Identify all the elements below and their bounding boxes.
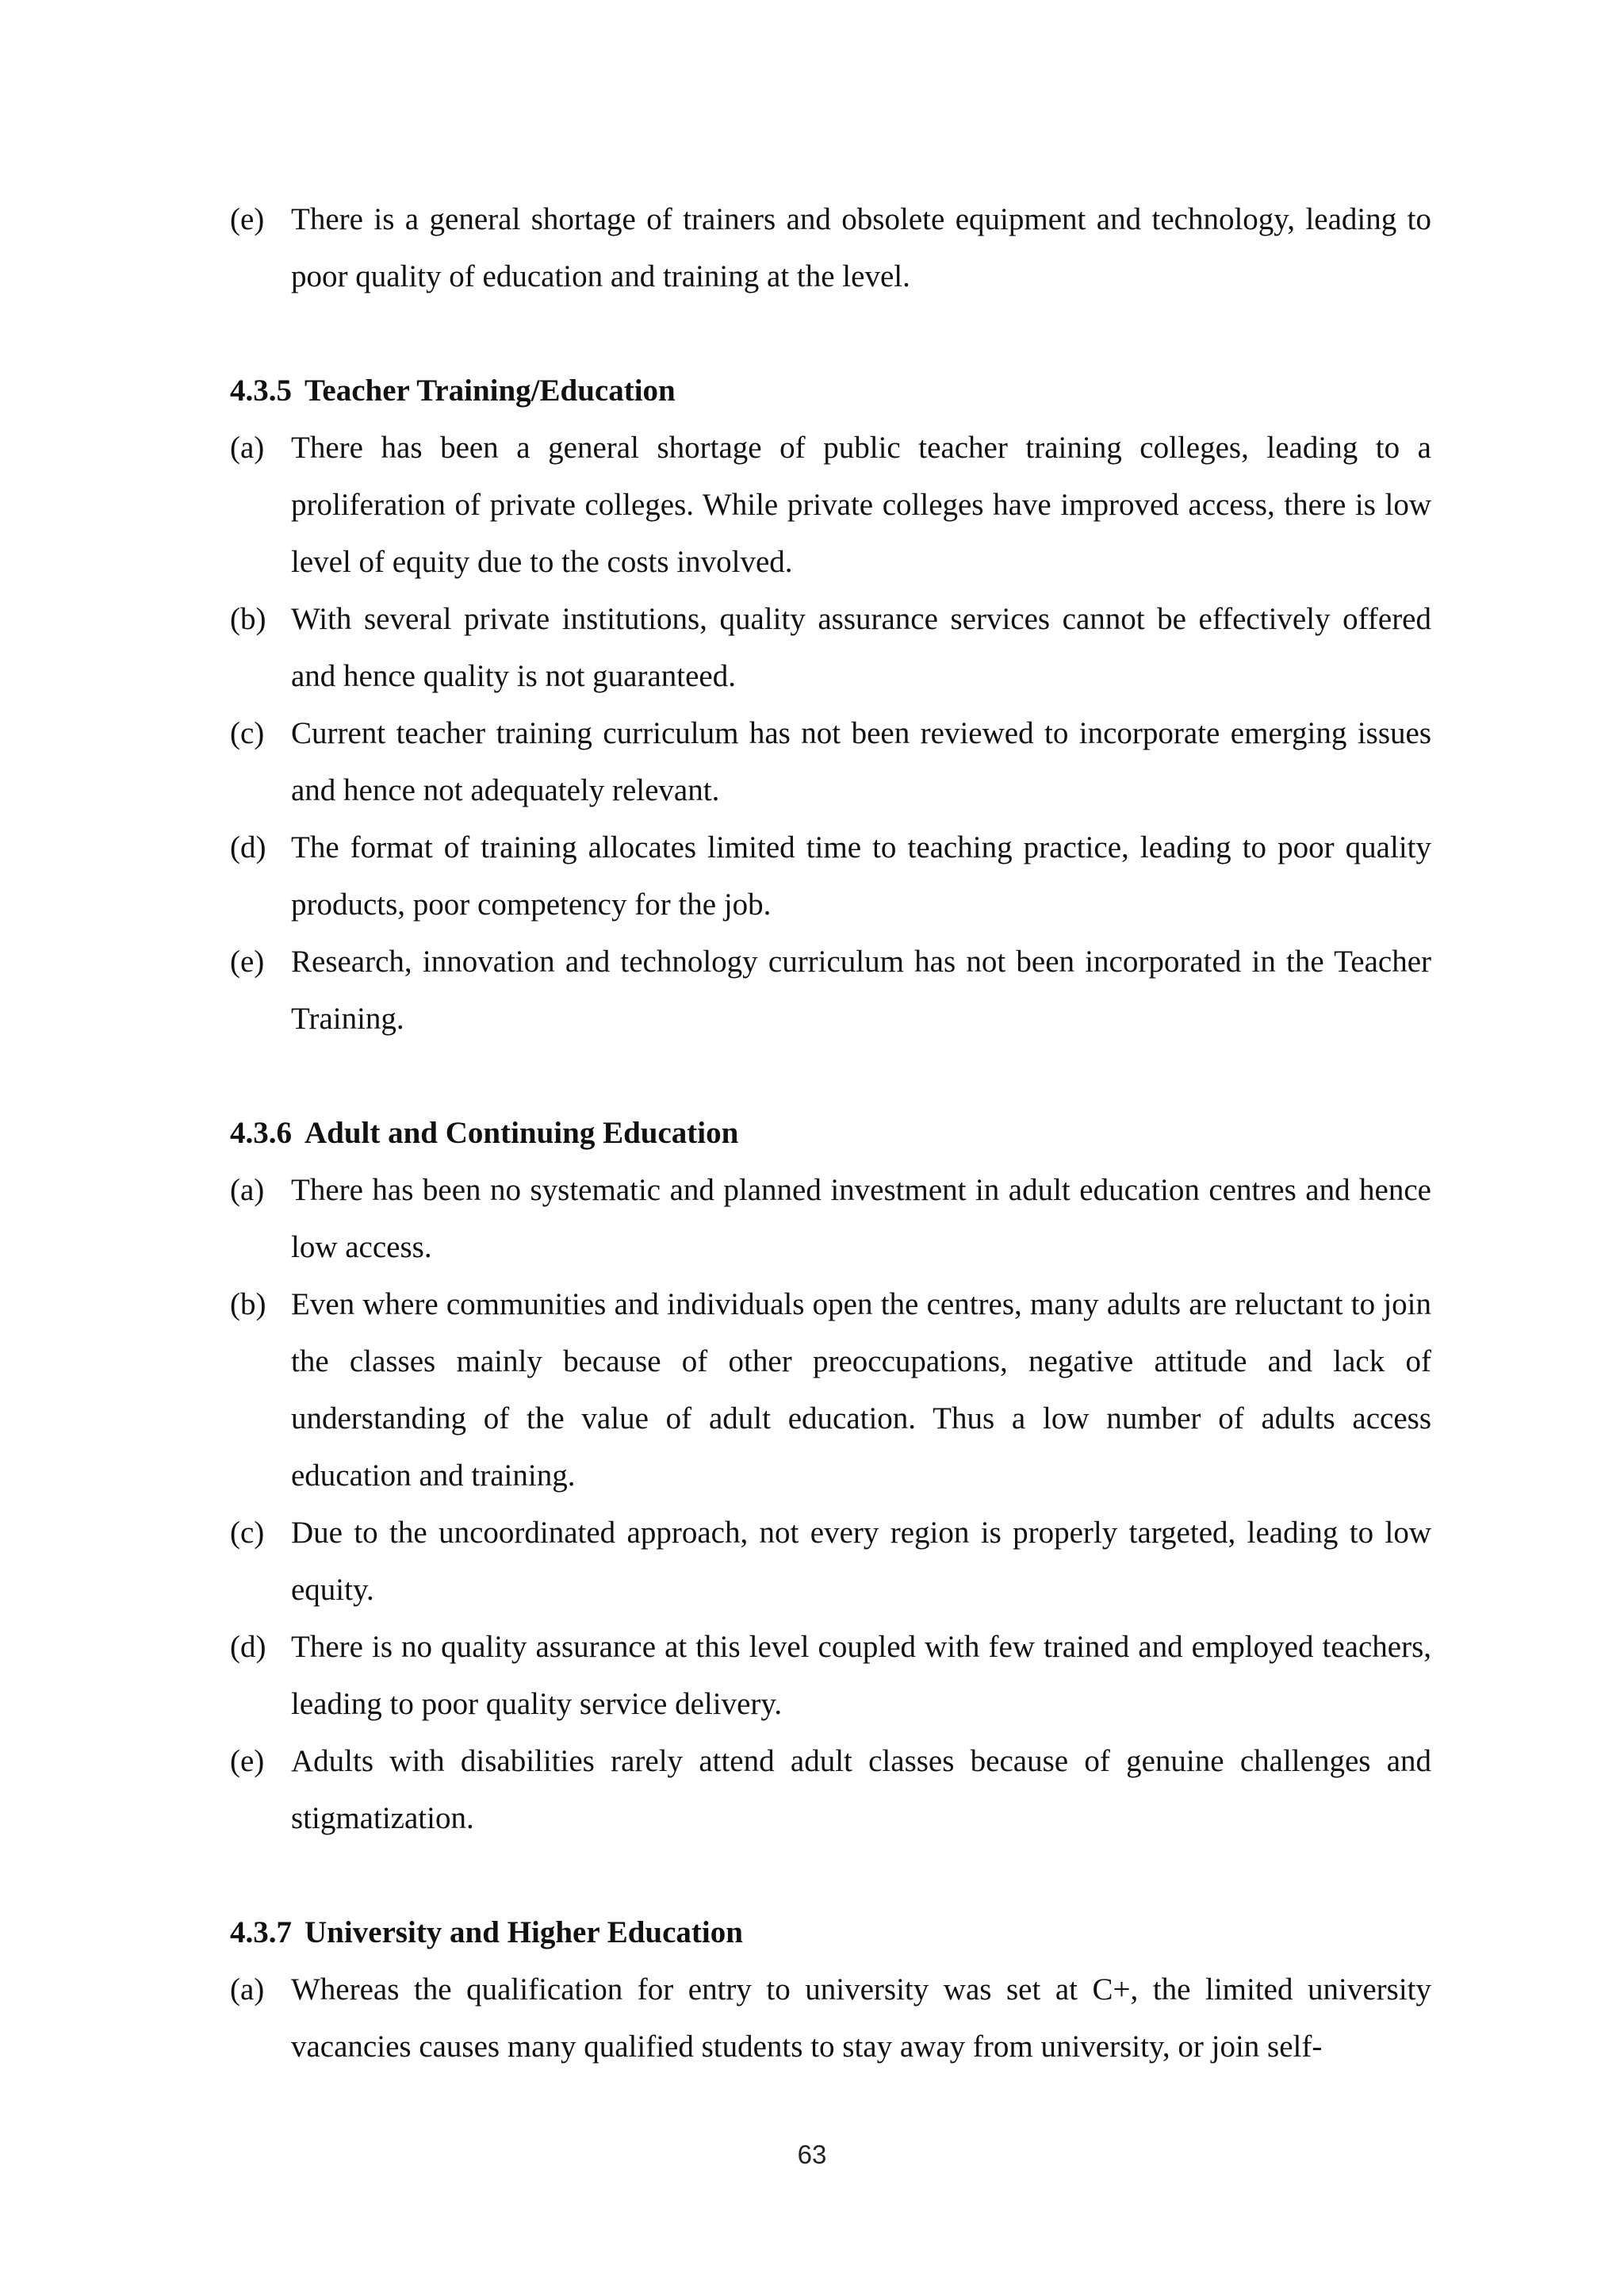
- list-marker: (d): [230, 830, 266, 864]
- list-marker: (b): [230, 602, 266, 636]
- section-adult-education: [230, 1105, 1431, 1847]
- list-item: [230, 819, 1431, 933]
- list-item-text: Whereas the qualification for entry to university was set at C+, the limited university vacancies causes many qualified students to stay away from university, or join self-: [291, 1972, 1431, 2064]
- list-item: [230, 420, 1431, 591]
- list-marker: (e): [230, 202, 265, 236]
- list-item: [230, 591, 1431, 705]
- list-item: [230, 1619, 1431, 1733]
- list-item: [230, 1961, 1431, 2076]
- section-heading: [230, 362, 1431, 420]
- list-marker: (c): [230, 716, 265, 750]
- section-number: 4.3.5: [230, 374, 292, 408]
- list-marker: (d): [230, 1630, 266, 1664]
- section-title: University and Higher Education: [304, 1915, 743, 1949]
- page-number: 63: [797, 2140, 827, 2169]
- list-item-text: Research, innovation and technology curriculum has not been incorporated in the Teacher Training.: [291, 945, 1431, 1036]
- section-heading: [230, 1904, 1431, 1961]
- list-item: [230, 933, 1431, 1048]
- list-marker: (c): [230, 1516, 265, 1550]
- section-university-education: [230, 1904, 1431, 2076]
- section-title: Adult and Continuing Education: [304, 1116, 739, 1150]
- list-marker: (b): [230, 1287, 266, 1321]
- list-item: [230, 1276, 1431, 1504]
- list-item-text: There is no quality assurance at this level coupled with few trained and employed teachers, leading to poor quality service delivery.: [291, 1630, 1431, 1721]
- list-item-text: Even where communities and individuals open the centres, many adults are reluctant to join the classes mainly because of other preoccupations, negative attitude and lack of understanding of the value of adult education. Thus a low number of adults access education and training.: [291, 1287, 1431, 1493]
- list-marker: (e): [230, 945, 265, 979]
- list-item-text: There has been a general shortage of public teacher training colleges, leading to a proliferation of private colleges. While private colleges have improved access, there is low level of equity due to the costs involved.: [291, 431, 1431, 579]
- list-item: [230, 191, 1431, 305]
- list-item: [230, 1504, 1431, 1619]
- list-item-text: Due to the uncoordinated approach, not every region is properly targeted, leading to low equity.: [291, 1516, 1431, 1607]
- section-heading: [230, 1105, 1431, 1162]
- section-title: Teacher Training/Education: [304, 374, 676, 408]
- list-item-text: With several private institutions, quality assurance services cannot be effectively offered and hence quality is not guaranteed.: [291, 602, 1431, 693]
- page-content: [230, 191, 1431, 2076]
- list-item: [230, 705, 1431, 819]
- section-number: 4.3.6: [230, 1116, 292, 1150]
- list-marker: (a): [230, 431, 265, 465]
- list-item: [230, 1162, 1431, 1276]
- section-teacher-training: [230, 362, 1431, 1048]
- list-item-text: Current teacher training curriculum has not been reviewed to incorporate emerging issues and hence not adequately relevant.: [291, 716, 1431, 807]
- list-marker: (e): [230, 1744, 265, 1778]
- section-number: 4.3.7: [230, 1915, 292, 1949]
- list-item: [230, 1733, 1431, 1847]
- list-marker: (a): [230, 1173, 265, 1207]
- list-marker: (a): [230, 1972, 265, 2007]
- list-item-text: There is a general shortage of trainers and obsolete equipment and technology, leading to poor quality of education and training at the level.: [291, 202, 1431, 293]
- list-item-text: The format of training allocates limited time to teaching practice, leading to poor quality products, poor competency for the job.: [291, 830, 1431, 922]
- list-item-text: Adults with disabilities rarely attend adult classes because of genuine challenges and stigmatization.: [291, 1744, 1431, 1835]
- list-item-text: There has been no systematic and planned investment in adult education centres and hence low access.: [291, 1173, 1431, 1264]
